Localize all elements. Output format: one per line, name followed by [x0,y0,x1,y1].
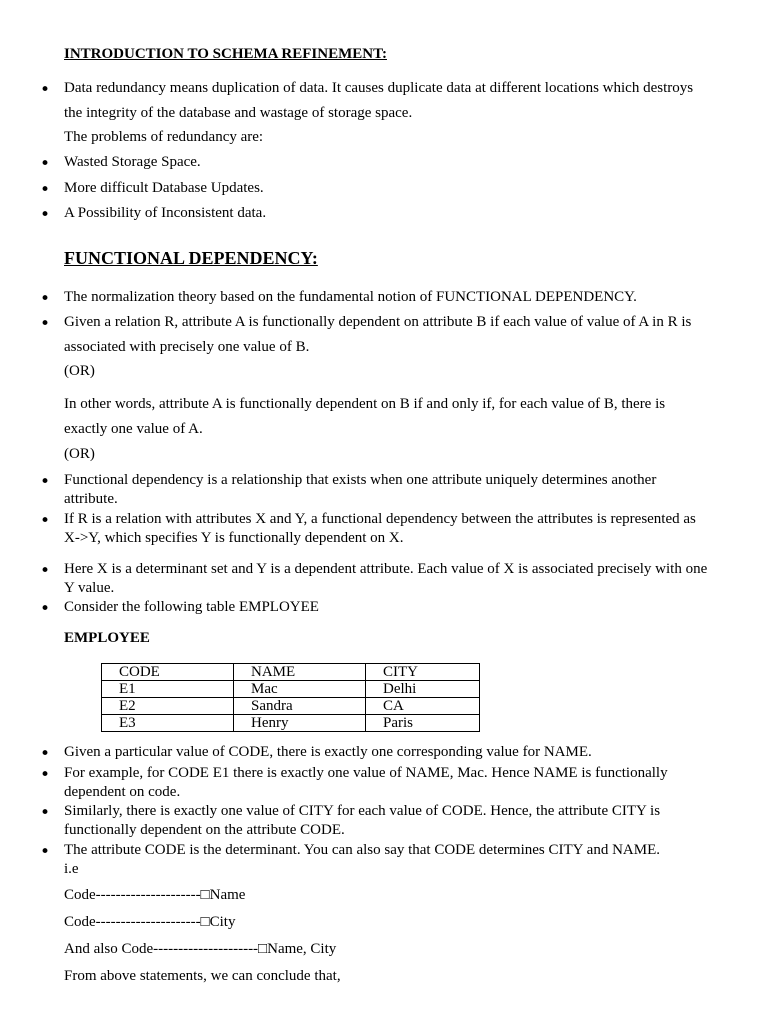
table-row [102,698,480,715]
bullet-marker [40,605,48,613]
paragraph-line: For example, for CODE E1 there is exactly one value of NAME, Mac. Hence NAME is functionally [64,765,668,781]
dependency-line: Code---------------------□City [64,914,236,930]
table-header-row [102,664,480,681]
paragraph-line: The attribute CODE is the determinant. You can also say that CODE determines CITY and NAME. [64,842,660,858]
bullet-marker [40,517,48,525]
paragraph-line: associated with precisely one value of B. [64,339,310,355]
dependency-line: Code---------------------□Name [64,887,246,903]
paragraph-line: exactly one value of A. [64,421,203,437]
paragraph-line: the integrity of the database and wastage of storage space. [64,105,413,121]
paragraph-line: From above statements, we can conclude that, [64,968,341,984]
bullet-marker [40,771,48,779]
dependency-line: And also Code---------------------□Name, City [64,941,337,957]
table-cell: E3 [102,715,234,732]
table-cell: E2 [102,698,234,715]
paragraph-line: attribute. [64,491,118,507]
paragraph-line: If R is a relation with attributes X and Y, a functional dependency between the attributes is represented as [64,511,696,527]
paragraph-line: X->Y, which specifies Y is functionally dependent on X. [64,530,404,546]
table-cell: Mac [234,681,366,698]
or-text: (OR) [64,446,95,462]
bullet-marker [40,186,48,194]
table-cell: Delhi [366,681,480,698]
paragraph-line: Similarly, there is exactly one value of CITY for each value of CODE. Hence, the attribute CITY is [64,803,661,819]
table-cell: Henry [234,715,366,732]
paragraph-line: The problems of redundancy are: [64,129,264,145]
table-cell: CA [366,698,480,715]
table-row [102,681,480,698]
table-cell: Paris [366,715,480,732]
bullet-marker [40,320,48,328]
table-row [102,715,480,732]
employee-table [101,663,480,732]
list-item: Given a particular value of CODE, there is exactly one corresponding value for NAME. [64,744,592,760]
column-header-name: NAME [234,664,366,681]
list-item: Consider the following table EMPLOYEE [64,599,319,615]
bullet-marker [40,478,48,486]
section-heading-functional-dependency: FUNCTIONAL DEPENDENCY: [64,248,318,268]
table-cell: E1 [102,681,234,698]
paragraph-line: Here X is a determinant set and Y is a dependent attribute. Each value of X is associated precisely with one [64,561,708,577]
table-title: EMPLOYEE [64,630,150,646]
bullet-marker [40,295,48,303]
list-item: A Possibility of Inconsistent data. [64,205,267,221]
or-text: (OR) [64,363,95,379]
paragraph-line: i.e [64,861,79,877]
paragraph-line: Given a relation R, attribute A is functionally dependent on attribute B if each value of value of A in R is [64,314,692,330]
bullet-marker [40,567,48,575]
paragraph-line: Data redundancy means duplication of data. It causes duplicate data at different locations which destroys [64,80,694,96]
paragraph-line: functionally dependent on the attribute CODE. [64,822,345,838]
table-cell: Sandra [234,698,366,715]
bullet-marker [40,86,48,94]
list-item: The normalization theory based on the fundamental notion of FUNCTIONAL DEPENDENCY. [64,289,637,305]
column-header-code: CODE [102,664,234,681]
list-item: More difficult Database Updates. [64,180,264,196]
list-item: Wasted Storage Space. [64,154,201,170]
paragraph-line: In other words, attribute A is functionally dependent on B if and only if, for each value of B, there is [64,396,666,412]
paragraph-line: dependent on code. [64,784,181,800]
paragraph-line: Functional dependency is a relationship that exists when one attribute uniquely determines another [64,472,657,488]
bullet-marker [40,809,48,817]
paragraph-line: Y value. [64,580,115,596]
bullet-marker [40,848,48,856]
bullet-marker [40,211,48,219]
bullet-marker [40,750,48,758]
bullet-marker [40,160,48,168]
column-header-city: CITY [366,664,480,681]
section-heading-schema-refinement: INTRODUCTION TO SCHEMA REFINEMENT: [64,46,387,62]
